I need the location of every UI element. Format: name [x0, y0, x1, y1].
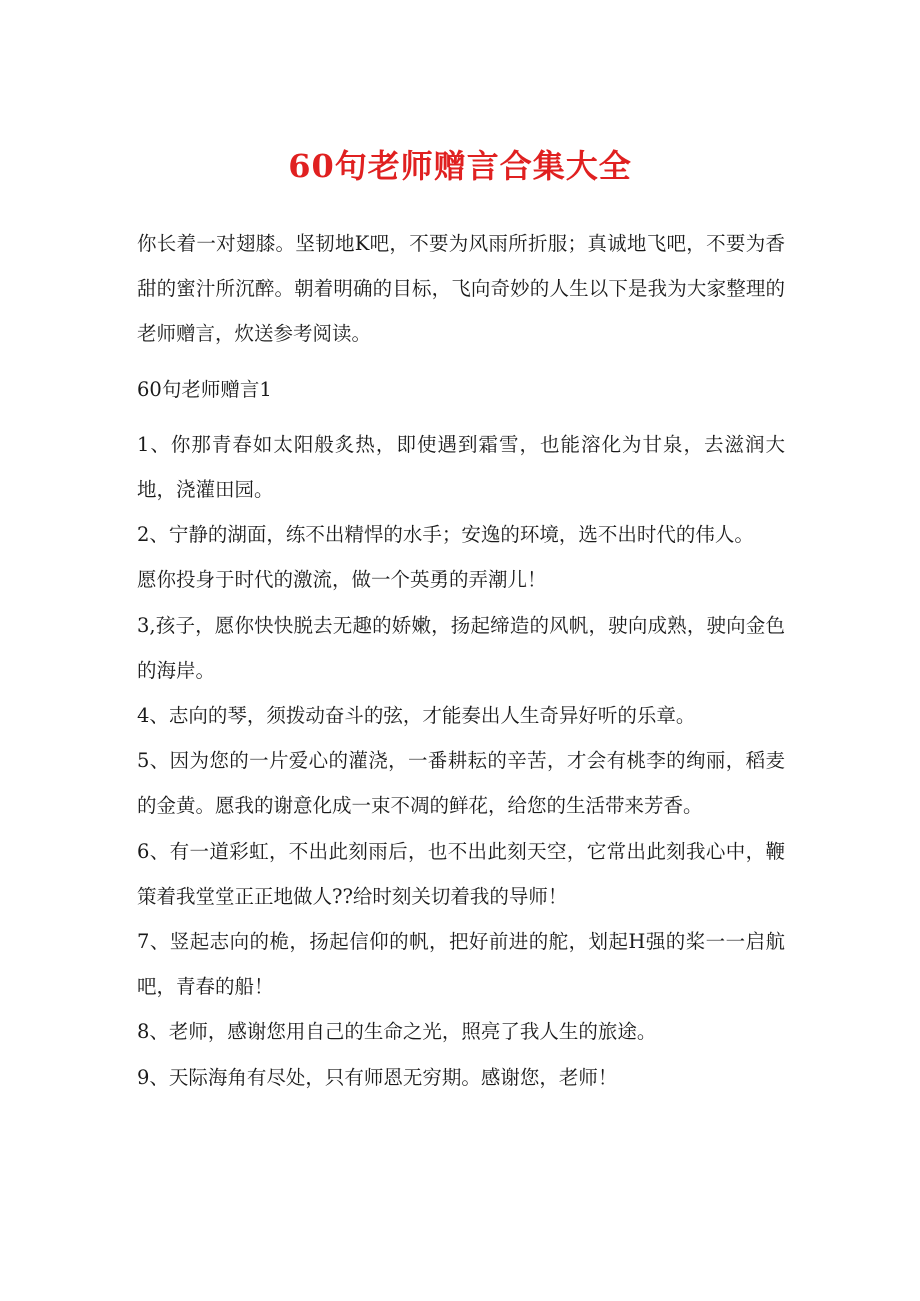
list-item: 5、因为您的一片爱心的灌浇，一番耕耘的辛苦，才会有桃李的绚丽，稻麦的金黄。愿我的谢意化成一束不凋的鲜花，给您的生活带来芳香。	[137, 749, 785, 818]
spacer	[137, 357, 785, 367]
list-item: 2、宁静的湖面，练不出精悍的水手；安逸的环境，选不出时代的伟人。	[137, 523, 754, 547]
list-item: 9、天际海角有尽处，只有师恩无穷期。感谢您，老师！	[137, 1065, 618, 1089]
document-body	[137, 221, 785, 1100]
list-item: 6、有一道彩虹，不出此刻雨后，也不出此刻天空，它常出此刻我心中，鞭策着我堂堂正正地做人??给时刻关切着我的导师！	[137, 839, 785, 908]
spacer	[137, 412, 785, 422]
list-item: 3,孩子，愿你快快脱去无趣的娇嫩，扬起缔造的风帆，驶向成熟，驶向金色的海岸。	[137, 613, 785, 682]
list-item: 7、竖起志向的桅，扬起信仰的帆，把好前进的舵，划起H强的桨一一启航吧，青春的船！	[137, 930, 785, 999]
list-item: 4、志向的琴，须拨动奋斗的弦，才能奏出人生奇异好听的乐章。	[137, 704, 696, 728]
intro-paragraph: 你长着一对翅膝。坚韧地K吧，不要为风雨所折服；真诚地飞吧，不要为香甜的蜜汁所沉醉。朝着明确的目标，飞向奇妙的人生以下是我为大家整理的老师赠言，炊送参考阅读。	[137, 232, 785, 346]
section-heading: 60句老师赠言1	[137, 377, 272, 401]
list-item: 8、老师，感谢您用自己的生命之光，照亮了我人生的旅途。	[137, 1020, 657, 1044]
list-item: 愿你投身于时代的激流，做一个英勇的弄潮儿！	[137, 568, 547, 592]
list-item: 1、你那青春如太阳般炙热，即使遇到霜雪，也能溶化为甘泉，去滋润大地，浇灌田园。	[137, 432, 785, 502]
page-title: 60句老师赠言合集大全	[288, 147, 632, 185]
